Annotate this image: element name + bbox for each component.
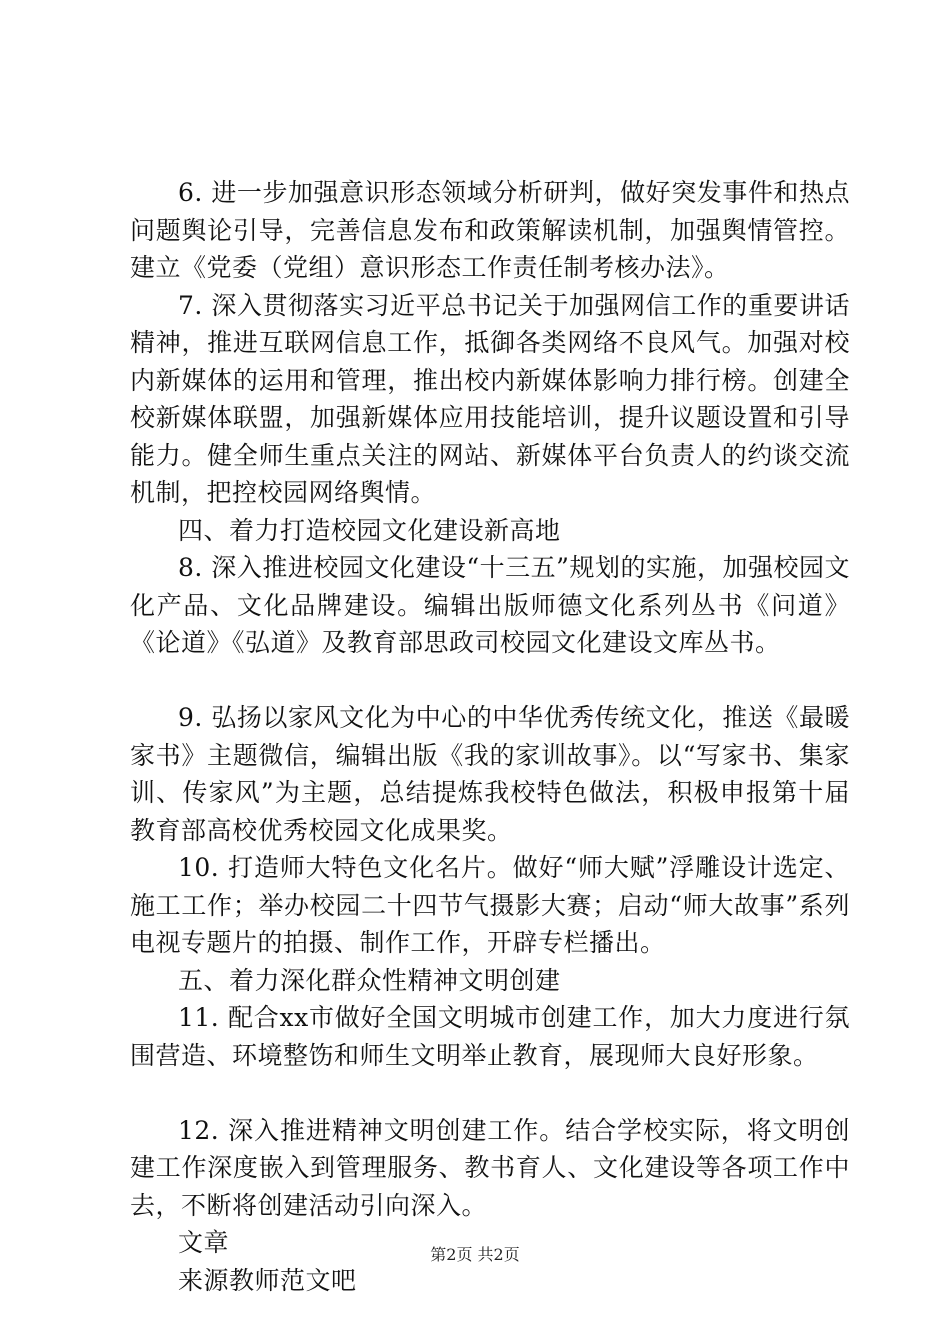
paragraph-10: 10. 打造师大特色文化名片。做好“师大赋”浮雕设计选定、施工工作；举办校园二十四节气摄影大赛；启动“师大故事”系列电视专题片的拍摄、制作工作，开辟专栏播出。	[130, 853, 850, 957]
paragraph-12: 12. 深入推进精神文明创建工作。结合学校实际，将文明创建工作深度嵌入到管理服务、教书育人、文化建设等各项工作中去，不断将创建活动引向深入。	[130, 1115, 850, 1220]
paragraph-8: 8. 深入推进校园文化建设“十三五”规划的实施，加强校园文化产品、文化品牌建设。编辑出版师德文化系列丛书《问道》《论道》《弘道》及教育部思政司校园文化建设文库丛书。	[130, 553, 850, 657]
blank-line	[130, 662, 850, 700]
document-body	[130, 174, 850, 1299]
source-line-1: 文章	[178, 1228, 230, 1257]
paragraph-6: 6. 进一步加强意识形态领域分析研判，做好突发事件和热点问题舆论引导，完善信息发布和政策解读机制，加强舆情管控。建立《党委（党组）意识形态工作责任制考核办法》。	[130, 178, 850, 282]
paragraph-9: 9. 弘扬以家风文化为中心的中华优秀传统文化，推送《最暖家书》主题微信，编辑出版《我的家训故事》。以“写家书、集家训、传家风”为主题，总结提炼我校特色做法，积极申报第十届教育部高校优秀校园文化成果奖。	[130, 703, 850, 845]
paragraph-7: 7. 深入贯彻落实习近平总书记关于加强网信工作的重要讲话精神，推进互联网信息工作，抵御各类网络不良风气。加强对校内新媒体的运用和管理，推出校内新媒体影响力排行榜。创建全校新媒体联盟，加强新媒体应用技能培训，提升议题设置和引导能力。健全师生重点关注的网站、新媒体平台负责人的约谈交流机制，把控校园网络舆情。	[130, 290, 850, 507]
section-heading-4: 四、着力打造校园文化建设新高地	[178, 515, 561, 545]
blank-line	[130, 1074, 850, 1112]
page-number-footer: 第2页 共2页	[430, 1245, 520, 1264]
paragraph-11: 11. 配合xx市做好全国文明城市创建工作，加大力度进行氛围营造、环境整饬和师生文明举止教育，展现师大良好形象。	[130, 1003, 850, 1070]
source-line-2: 来源教师范文吧	[178, 1265, 357, 1295]
section-heading-5: 五、着力深化群众性精神文明创建	[178, 965, 561, 995]
